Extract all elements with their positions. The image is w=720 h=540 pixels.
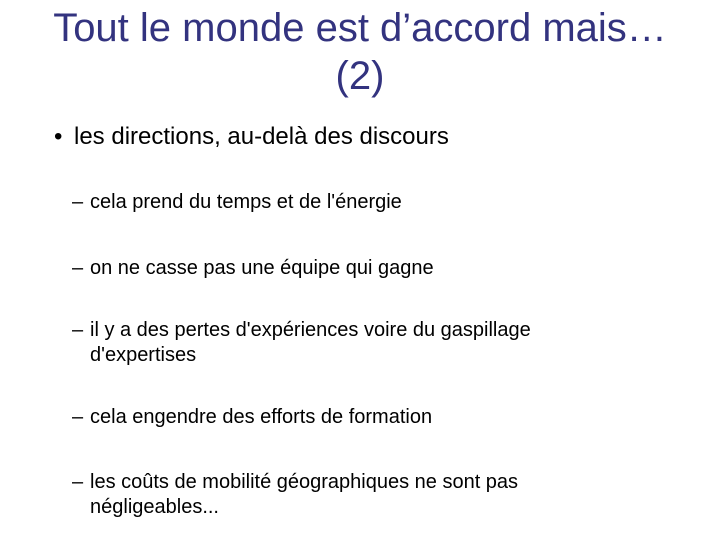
- sub-item: [72, 318, 672, 368]
- sub-item-text: il y a des pertes d'expériences voire du gaspillage: [90, 319, 531, 341]
- sub-item-text: cela prend du temps et de l'énergie: [90, 191, 402, 213]
- slide-title-line-1: Tout le monde est d’accord mais…: [53, 6, 667, 50]
- sub-item-marker: –: [72, 257, 84, 279]
- sub-item: [72, 190, 672, 215]
- sub-item-marker: –: [72, 319, 84, 341]
- sub-item-text: on ne casse pas une équipe qui gagne: [90, 257, 434, 279]
- bullet-item: [54, 122, 449, 152]
- slide-title-line-2: (2): [335, 54, 385, 98]
- sub-item-marker: –: [72, 191, 84, 213]
- sub-item-marker: –: [72, 471, 84, 493]
- bullet-marker: •: [54, 123, 63, 150]
- sub-item-continuation: négligeables...: [90, 496, 219, 518]
- sub-item-text: les coûts de mobilité géographiques ne sont pas: [90, 471, 519, 493]
- sub-item-marker: –: [72, 406, 84, 428]
- sub-item: [72, 470, 672, 520]
- sub-item-continuation: d'expertises: [90, 344, 197, 366]
- sub-item-text: cela engendre des efforts de formation: [90, 406, 433, 428]
- slide-title: [0, 4, 720, 100]
- sub-item: [72, 256, 672, 281]
- bullet-text: les directions, au-delà des discours: [74, 123, 449, 150]
- sub-item: [72, 405, 672, 430]
